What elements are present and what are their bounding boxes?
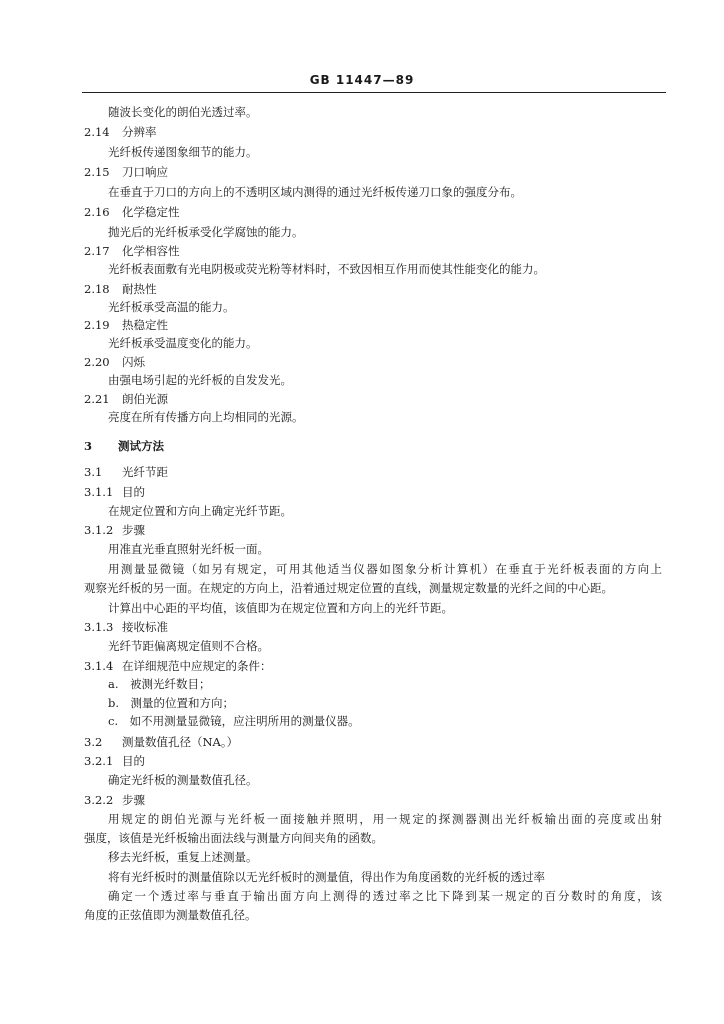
clause-heading xyxy=(84,487,145,499)
clause-title: 热稳定性 xyxy=(122,318,168,332)
clause-number: 3.2 xyxy=(84,735,103,749)
clause-number: 2.19 xyxy=(84,318,110,332)
clause-number: 3.1.3 xyxy=(84,620,114,634)
clause-number: 2.18 xyxy=(84,282,110,296)
body-text-line: 光纤板承受高温的能力。 xyxy=(108,300,235,314)
body-text-line: b. 测量的位置和方向； xyxy=(108,696,235,710)
clause-number: 3.2.1 xyxy=(84,754,114,768)
body-text-line: 亮度在所有传播方向上均相同的光源。 xyxy=(108,410,304,424)
clause-heading xyxy=(84,467,168,479)
clause-heading xyxy=(84,320,168,332)
body-text-line: 用规定的朗伯光源与光纤板一面接触并照明，用一规定的探测器测出光纤板输出面的亮度或出射 xyxy=(108,812,662,826)
clause-title: 目的 xyxy=(122,485,145,499)
clause-title: 闪烁 xyxy=(122,355,145,369)
clause-number: 3.1 xyxy=(84,465,103,479)
clause-heading xyxy=(84,737,238,749)
clause-heading xyxy=(84,246,180,258)
clause-heading xyxy=(84,795,145,807)
clause-title: 测试方法 xyxy=(118,439,164,453)
clause-number: 2.21 xyxy=(84,392,110,406)
clause-number: 3.1.2 xyxy=(84,523,114,537)
section-heading xyxy=(84,441,164,453)
clause-title: 朗伯光源 xyxy=(122,392,168,406)
body-text-line: 随波长变化的朗伯光透过率。 xyxy=(108,105,258,119)
clause-title: 化学稳定性 xyxy=(122,205,180,219)
body-text-line: 用测量显微镜（如另有规定，可用其他适当仪器如图象分析计算机）在垂直于光纤板表面的方向上 xyxy=(108,562,662,576)
clause-heading xyxy=(84,357,145,369)
body-text-line: a. 被测光纤数目； xyxy=(108,677,211,691)
body-text-line: 光纤板传递图象细节的能力。 xyxy=(108,145,258,159)
clause-title: 目的 xyxy=(122,754,145,768)
body-text-line: 在垂直于刀口的方向上的不透明区域内测得的通过光纤板传递刀口象的强度分布。 xyxy=(108,185,522,199)
body-text-line: 用准直光垂直照射光纤板一面。 xyxy=(108,542,269,556)
header-divider xyxy=(82,92,666,93)
clause-heading xyxy=(84,525,145,537)
body-text-line: 强度，该值是光纤板输出面法线与测量方向间夹角的函数。 xyxy=(84,831,383,845)
clause-heading xyxy=(84,661,272,673)
body-text-line: 计算出中心距的平均值，该值即为在规定位置和方向上的光纤节距。 xyxy=(108,601,453,615)
clause-number: 2.15 xyxy=(84,165,110,179)
clause-title: 步骤 xyxy=(122,793,145,807)
clause-title: 刀口响应 xyxy=(122,165,168,179)
body-text-line: 观察光纤板的另一面。在规定的方向上，沿着通过规定位置的直线，测量规定数量的光纤之间的中心距。 xyxy=(84,581,613,595)
clause-title: 测量数值孔径（NA。） xyxy=(122,735,239,749)
clause-title: 在详细规范中应规定的条件： xyxy=(122,659,272,673)
clause-number: 3.1.1 xyxy=(84,485,114,499)
clause-number: 2.17 xyxy=(84,244,110,258)
clause-heading xyxy=(84,622,168,634)
clause-heading xyxy=(84,127,157,139)
clause-heading xyxy=(84,756,145,768)
body-text-line: 将有光纤板时的测量值除以无光纤板时的测量值，得出作为角度函数的光纤板的透过率 xyxy=(108,870,545,884)
clause-title: 分辨率 xyxy=(122,125,157,139)
clause-heading xyxy=(84,207,180,219)
clause-heading xyxy=(84,167,168,179)
clause-title: 耐热性 xyxy=(122,282,157,296)
body-text-line: 光纤节距偏离规定值则不合格。 xyxy=(108,639,269,653)
body-text-line: 移去光纤板，重复上述测量。 xyxy=(108,850,258,864)
clause-title: 接收标准 xyxy=(122,620,168,634)
clause-number: 2.16 xyxy=(84,205,110,219)
body-text-line: 确定一个透过率与垂直于输出面方向上测得的透过率之比下降到某一规定的百分数时的角度，该 xyxy=(108,889,662,903)
standard-code-header: GB 11447—89 xyxy=(309,73,415,87)
body-text-line: 抛光后的光纤板承受化学腐蚀的能力。 xyxy=(108,225,304,239)
body-text-line: 确定光纤板的测量数值孔径。 xyxy=(108,773,258,787)
clause-title: 化学相容性 xyxy=(122,244,180,258)
clause-heading xyxy=(84,394,168,406)
clause-title: 步骤 xyxy=(122,523,145,537)
body-text-line: 光纤板表面敷有光电阴极或荧光粉等材料时，不致因相互作用而使其性能变化的能力。 xyxy=(108,262,545,276)
body-text-line: c. 如不用测量显微镜，应注明所用的测量仪器。 xyxy=(108,714,360,728)
body-text-line: 光纤板承受温度变化的能力。 xyxy=(108,336,258,350)
clause-title: 光纤节距 xyxy=(122,465,168,479)
clause-number: 2.14 xyxy=(84,125,110,139)
clause-number: 3.2.2 xyxy=(84,793,114,807)
clause-heading xyxy=(84,284,157,296)
body-text-line: 在规定位置和方向上确定光纤节距。 xyxy=(108,504,292,518)
clause-number: 3 xyxy=(84,439,93,453)
body-text-line: 角度的正弦值即为测量数值孔径。 xyxy=(84,908,257,922)
clause-number: 3.1.4 xyxy=(84,659,114,673)
clause-number: 2.20 xyxy=(84,355,110,369)
body-text-line: 由强电场引起的光纤板的自发发光。 xyxy=(108,373,292,387)
